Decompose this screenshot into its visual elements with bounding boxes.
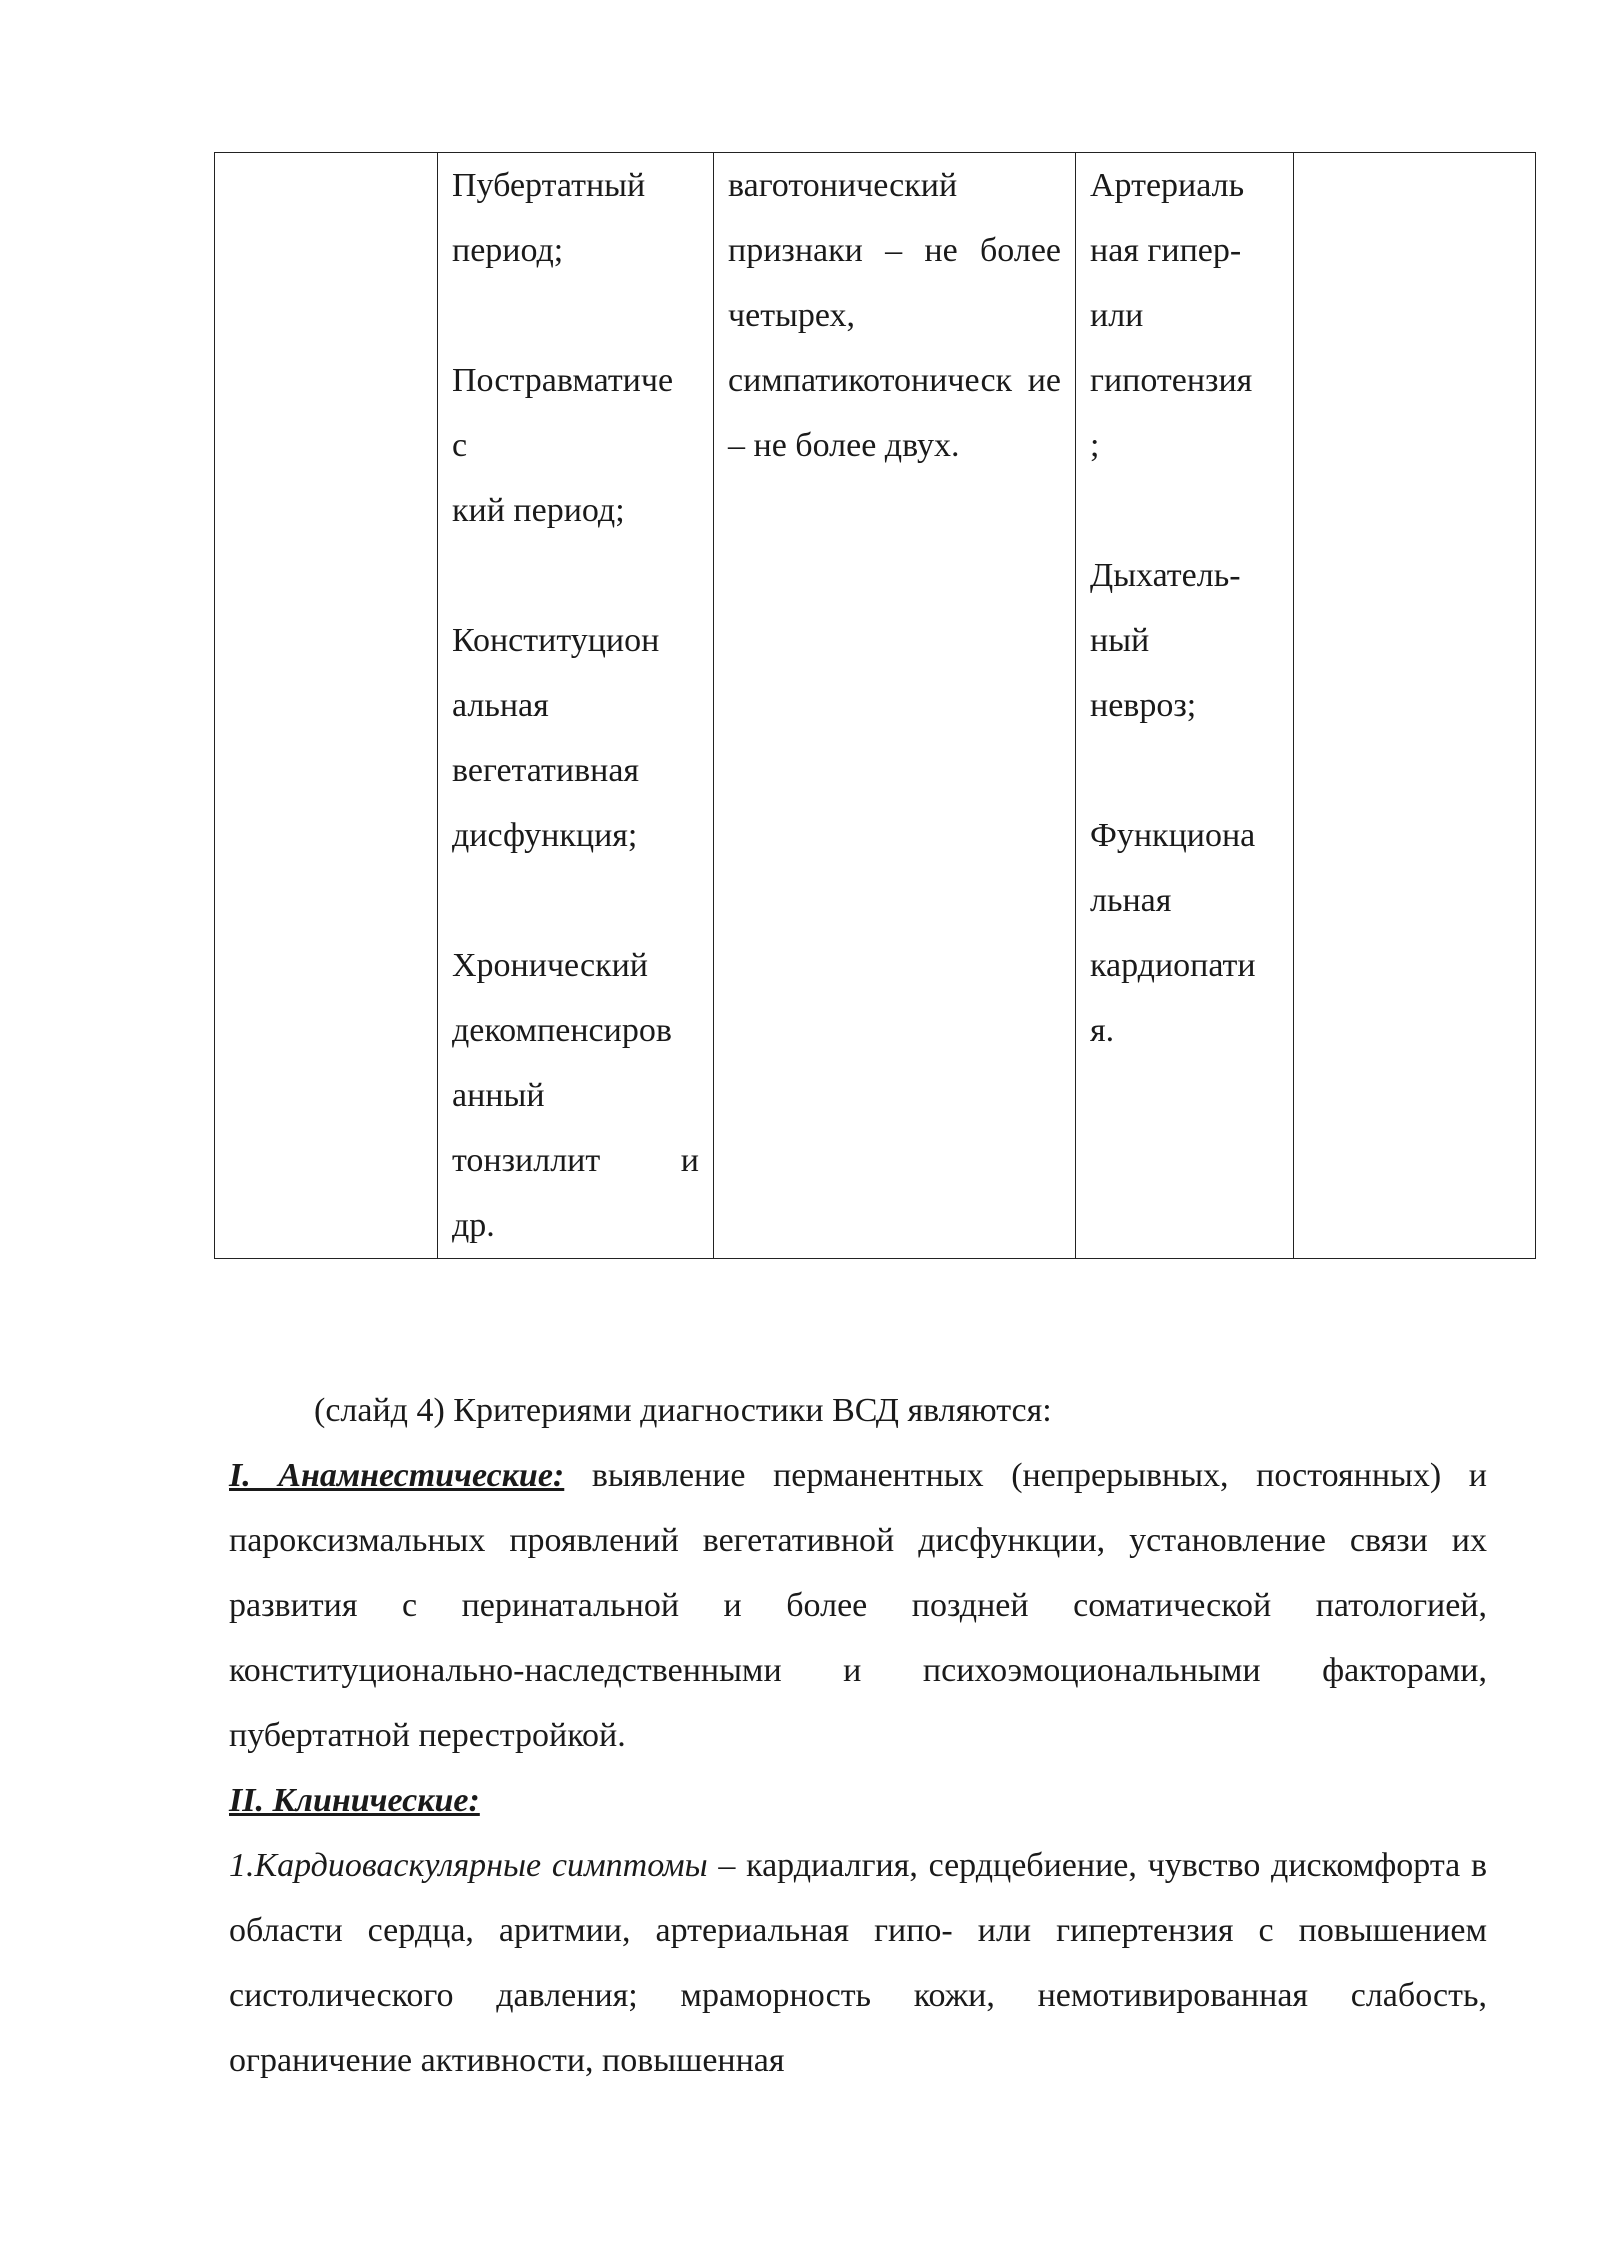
item1-paragraph <box>229 1833 1487 2093</box>
table-row <box>215 153 1536 1259</box>
table-cell-col2 <box>438 153 714 1259</box>
col3-line1: ваготонический <box>728 167 958 204</box>
col2-last-line-left: тонзиллит <box>452 1142 601 1179</box>
col2-justified-line <box>452 1128 699 1193</box>
section1-paragraph <box>229 1443 1487 1768</box>
item1-text: – кардиалгия, сердцебиение, чувство дискомфорта в области сердца, аритмии, артериальная гипо- или гипертензия с повышением систолического давления; мраморность кожи, немотивированная слабость, ограничение активности, повышенная <box>229 1847 1487 2079</box>
col2-text: Пубертатный период; Постравматиче с кий период; Конституцион альная вегетативная дисфункция; Хронический декомпенсиров анный <box>452 167 674 1114</box>
section1-heading: I. Анамнестические: <box>229 1457 565 1494</box>
col3-rest: признаки – не более четырех, симпатикотоническ ие – не более двух. <box>728 232 1061 464</box>
section2-paragraph <box>229 1768 1487 1833</box>
document-body <box>229 1378 1487 2093</box>
table-cell-col5 <box>1294 153 1536 1259</box>
table-cell-col1 <box>215 153 438 1259</box>
diagnosis-table <box>214 152 1536 1259</box>
col2-tail: др. <box>452 1207 495 1244</box>
section2-heading: II. Клинические: <box>229 1782 480 1819</box>
section1-text: выявление перманентных (непрерывных, постоянных) и пароксизмальных проявлений вегетативной дисфункции, установление связи их развития с перинатальной и более поздней соматической патологией, конституционально-наследственными и психоэмоциональными факторами, пубертатной перестройкой. <box>229 1457 1487 1754</box>
item1-label: 1.Кардиоваскулярные симптомы <box>229 1847 708 1884</box>
col2-last-line-right: и <box>680 1142 699 1179</box>
intro-paragraph: (слайд 4) Критериями диагностики ВСД являются: <box>314 1392 1052 1429</box>
table-cell-col4: Артериаль ная гипер- или гипотензия ; Дыхатель- ный невроз; Функциона льная кардиопати я. <box>1076 153 1294 1259</box>
table-cell-col3 <box>714 153 1076 1259</box>
